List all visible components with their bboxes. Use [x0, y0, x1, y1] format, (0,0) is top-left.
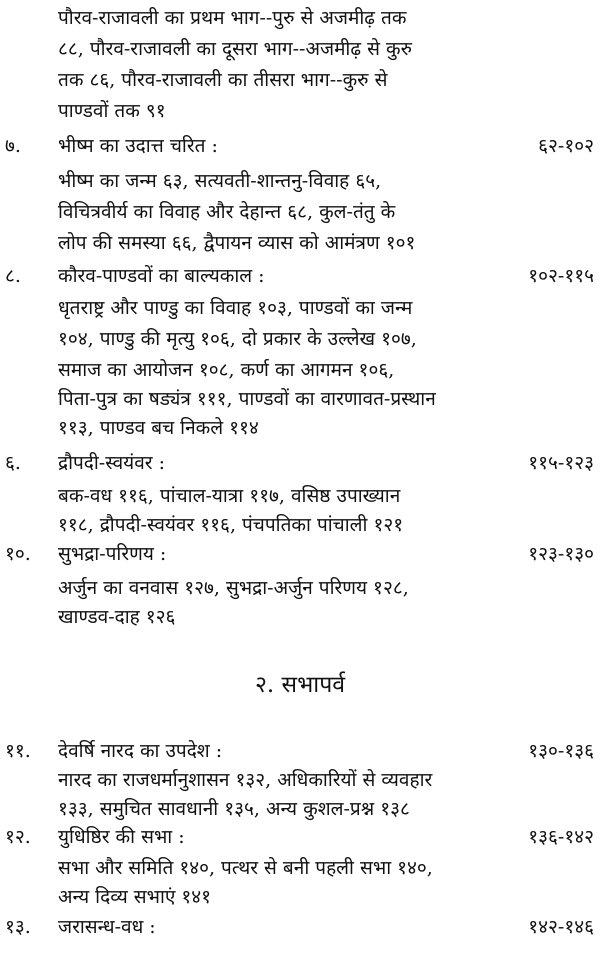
entry-title: सुभद्रा-परिणय : — [58, 543, 167, 565]
entry-pages: १३६-१४२ — [528, 826, 594, 848]
entry-desc-line: लोप की समस्या ६६, द्वैपायन व्यास को आमंत्रण १०१ — [58, 232, 416, 254]
entry-number: १३. — [5, 916, 31, 938]
entry-title: देवर्षि नारद का उपदेश : — [58, 740, 223, 762]
entry-title: कौरव-पाण्डवों का बाल्यकाल : — [58, 265, 265, 287]
entry-desc-line: अन्य दिव्य सभाएं १४१ — [58, 886, 212, 908]
entry-desc-line: १०४, पाण्डु की मृत्यु १०६, दो प्रकार के उल्लेख १०७, — [58, 328, 417, 350]
entry-pages: १३०-१३६ — [528, 740, 594, 762]
entry-title: द्रौपदी-स्वयंवर : — [58, 452, 165, 474]
entry-desc-line: विचित्रवीर्य का विवाह और देहान्त ६८, कुल-तंतु के — [58, 201, 396, 223]
entry-pages: १०२-११५ — [528, 265, 594, 287]
entry-desc-line: पिता-पुत्र का षड्यंत्र १११, पाण्डवों का वारणावत-प्रस्थान — [58, 388, 436, 410]
entry-desc-line: १३३, समुचित सावधानी १३५, अन्य कुशल-प्रश्न १३८ — [58, 798, 410, 820]
entry-number: १०. — [5, 543, 31, 565]
intro-line: पौरव-राजावली का प्रथम भाग--पुरु से अजमीढ़ तक — [58, 7, 407, 29]
entry-desc-line: अर्जुन का वनवास १२७, सुभद्रा-अर्जुन परिणय १२८, — [58, 577, 409, 599]
entry-number: ८. — [5, 265, 21, 287]
entry-desc-line: धृतराष्ट्र और पाण्डु का विवाह १०३, पाण्डवों का जन्म — [58, 297, 413, 319]
entry-desc-line: बक-वध ११६, पांचाल-यात्रा ११७, वसिष्ठ उपाख्यान — [58, 485, 401, 507]
intro-line: पाण्डवों तक ९१ — [58, 100, 166, 122]
entry-number: ७. — [5, 135, 21, 157]
entry-desc-line: ११३, पाण्डव बच निकले ११४ — [58, 417, 259, 439]
entry-pages: ६२-१०२ — [538, 135, 594, 157]
entry-pages: ११५-१२३ — [528, 452, 594, 474]
section-heading: २. सभापर्व — [254, 672, 346, 698]
entry-title: युधिष्ठिर की सभा : — [58, 826, 185, 848]
entry-desc-line: समाज का आयोजन १०८, कर्ण का आगमन १०६, — [58, 359, 395, 381]
entry-title: जरासन्ध-वध : — [58, 916, 156, 938]
entry-desc-line: भीष्म का जन्म ६३, सत्यवती-शान्तनु-विवाह ६५, — [58, 170, 382, 192]
entry-number: ६. — [5, 452, 21, 474]
intro-line: तक ८६, पौरव-राजावली का तीसरा भाग--कुरु से — [58, 69, 388, 91]
intro-line: ८८, पौरव-राजावली का दूसरा भाग--अजमीढ़ से कुरु — [58, 38, 412, 60]
entry-pages: १४२-१४६ — [528, 916, 594, 938]
entry-number: १२. — [5, 826, 31, 848]
entry-desc-line: सभा और समिति १४०, पत्थर से बनी पहली सभा १४०, — [58, 857, 433, 879]
entry-title: भीष्म का उदात्त चरित : — [58, 135, 218, 157]
entry-desc-line: नारद का राजधर्मानुशासन १३२, अधिकारियों से व्यवहार — [58, 769, 433, 791]
entry-number: ११. — [5, 740, 31, 762]
entry-pages: १२३-१३० — [528, 543, 594, 565]
entry-desc-line: ११८, द्रौपदी-स्वयंवर ११६, पंचपतिका पांचाली १२१ — [58, 514, 404, 536]
entry-desc-line: खाण्डव-दाह १२६ — [58, 606, 176, 628]
